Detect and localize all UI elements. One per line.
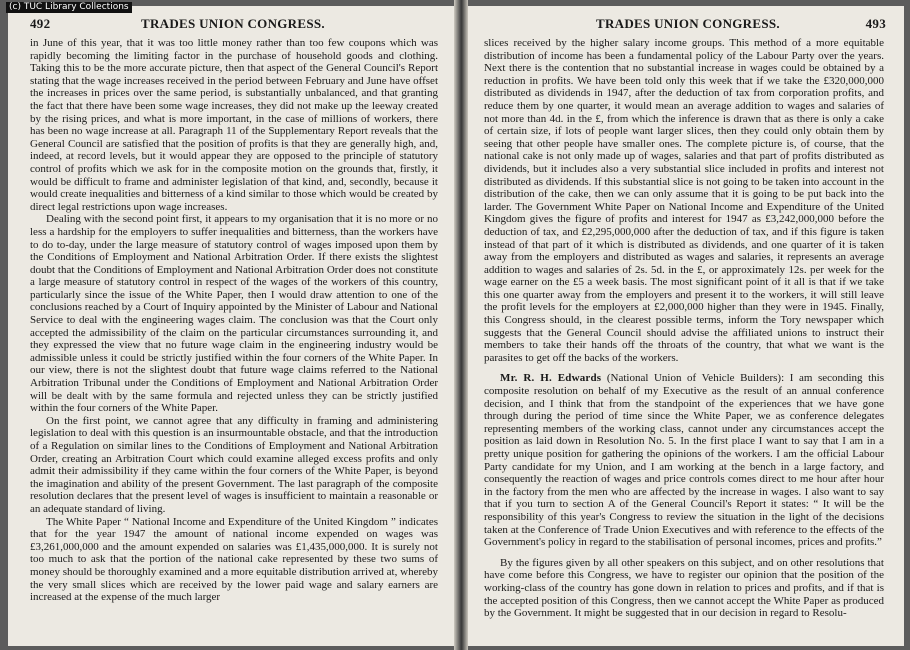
right-page xyxy=(468,6,904,646)
library-watermark: (c) TUC Library Collections xyxy=(6,2,132,13)
left-page-number: 492 xyxy=(30,16,51,31)
right-running-head-title: TRADES UNION CONGRESS. xyxy=(596,16,780,31)
left-page-body xyxy=(30,37,438,604)
speaker-paragraph xyxy=(484,372,884,548)
left-running-head-title: TRADES UNION CONGRESS. xyxy=(141,16,325,31)
right-running-head xyxy=(490,16,886,34)
right-page-number: 493 xyxy=(865,16,886,31)
left-running-head xyxy=(30,16,436,34)
paragraph: Dealing with the second point first, it appears to my organisation that it is no more or no less a hardship for the employers to suffer inequalities and bitterness, than the workers have to do to-day, under the large measure of statutory control of wages imposed upon them by the Conditions of Employment and National Arbitration Order. If there exists the slightest doubt that the Conditions of Employment and National Arbitration Order does not constitute a large measure of statutory control in respect of the wages of the workers of this country, particularly since the issue of the White Paper, then I would draw attention to one of the conclusions reached by a Court of Inquiry appointed by the Minister of Labour and National Service to deal with the engineering wages claim. The conclusion was that the Court only accepted the admissibility of the claim on the particular circumstances surrounding it, and they expressed the view that no future wage claim in the engineering industry would be admissible unless it could be strictly justified within the four corners of the White Paper. In our view, there is not the slightest doubt that future wage claims referred to the National Arbitration Tribunal under the Conditions of Employment and National Arbitration Order will be dealt with by the same formula and rejected unless they can be strictly justified within the four corners of the White Paper. xyxy=(30,213,438,415)
speaker-name: Mr. R. H. Edwards xyxy=(500,372,602,385)
paragraph: By the figures given by all other speakers on this subject, and on other resolutions that have come before this Congress, we have to register our opinion that the position of the working-class of the country has gone down in relation to prices and profits, and if that is the accepted position of this Congress, then we cannot accept the White Paper as produced by the Government. It might be suggested that in our decision in regard to Resolu- xyxy=(484,556,884,620)
speaker-text: I am seconding this composite resolution on behalf of my Executive as the result of an annual conference decision, and I think that from the standpoint of the experiences that we have gone through during the period of time since the White Paper, we as conference delegates representing members of the working class, cannot under any circumstances accept the position as laid down in Resolution No. 5. In the first place I want to say that I am in a pretty unique position for gathering the opinions of the workers. I am the official Labour Party candidate for my Union, and I am working at the bench in a large factory, and consequently the reaction of wages and price controls comes direct to me hour after hour in the factory from the men who are affected by the increase in wages. I also want to say that if you turn to section A of the General Council's Report it states: “ It will be the responsibility of this year's Congress to review the situation in the light of the decisions taken at the Conference of Trade Union Executives and with reference to the effects of the Government's policy in regard to the stabilisation of personal incomes, prices and profits.” xyxy=(484,372,885,549)
left-page xyxy=(8,6,454,646)
paragraph: in June of this year, that it was too little money rather than too few coupons which was rapidly becoming the limiting factor in the purchase of household goods and clothing. Taking this to be the more accurate picture, then that aspect of the General Council's Report stating that the wage increases received in the period between February and June have offset the increases in prices over the same period, is substantially unbalanced, and that granting the fact that there have been some wage increases, they did not make up the leeway created by the rising prices, and what is more important, in the case of millions of workers, there has been no wage increase at all. Paragraph 11 of the Supplementary Report reveals that the General Council are satisfied that the position of profits is that they are generally high, and, indeed, at record levels, but it would appear they are opposed to the principle of statutory control of profits which we ask for in the composite motion on the grounds that, firstly, it would be difficult to frame and administer legislation of that kind, and, secondly, because it would create inequalities and bitterness of a kind similar to those which would be created by direct legal restrictions upon wage increases. xyxy=(30,37,438,213)
speaker-affiliation: (National Union of Vehicle Builders): xyxy=(606,372,785,385)
paragraph: The White Paper “ National Income and Expenditure of the United Kingdom ” indicates that for the year 1947 the amount of national income expended on wages was £3,261,000,000 and the amount expended on salaries was £1,435,000,000. It is surely not too much to ask that the portion of the national cake represented by these two sums of money should be thoroughly examined and a more equitable distribution arrived at, whereby the very small slices which are received by the lower paid wage and salary earners are increased at the expense of the much larger xyxy=(30,515,438,604)
paragraph: On the first point, we cannot agree that any difficulty in framing and administering legislation to deal with this question is an insurmountable obstacle, and that the introduction of a Regulation on similar lines to the Conditions of Employment and National Arbitration Order, creating an Arbitration Court which could examine alleged excess profits and only admit their admissibility if they came within the four corners of the White Paper, is beyond the imagination and ability of the present Government. The last paragraph of the composite resolution declares that the present level of wages is insufficient to maintain a reasonable or an adequate standard of living. xyxy=(30,414,438,515)
right-page-body xyxy=(484,37,884,620)
paragraph: slices received by the higher salary income groups. This method of a more equitable distribution of income has been a fundamental policy of the Labour Party over the years. Next there is the contention that no substantial increase in wages could be obtained by a reduction in profits. We have been told only this week that if we take the £320,000,000 distributed as dividends in 1947, after the deduction of tax from corporation profits, and reduce them by one quarter, it would mean an average addition to wages and salaries of not more than 4d. in the £, from which the inference is drawn that as there is only a cake of certain size, if lots of people want larger slices, then they could only obtain them by seeing that other people have smaller ones. The complete picture is, of course, that the national cake is not only made up of wages, salaries and that part of profits distributed as dividends, but it includes also a very substantial slice included in profits and interest not distributed as dividends. If this substantial slice is not going to be taken into account in the distribution of the cake, then we can only assume that it is going to be put back into the larder. The Government White Paper on National Income and Expenditure of the United Kingdom gives the figure of profits and interest for 1947 as £3,242,000,000 before the deduction of tax, and £2,295,000,000 after the deduction of tax, and if this figure is taken instead of that part of it which is distributed as dividends, and one quarter of it is taken away from the employers and distributed as wages and salaries, it represents an average addition to wages and salaries of 2s. 5d. in the £, or approximately 12s. per week for the wage earner on the £5 a week basis. The most significant point of it all is that if we take this one quarter away from the employers and present it to the workers, it will still leave the profit levels for the employers at £2,000,000 higher than they were in 1945. Finally, this Congress should, in the clearest possible terms, inform the Tory newspaper which suggests that the General Council should advise the affiliated unions to instruct their members to take their hands off the throats of the country, that what we want is the parasites to get off the backs of the workers. xyxy=(484,37,884,364)
book-gutter xyxy=(454,0,468,650)
